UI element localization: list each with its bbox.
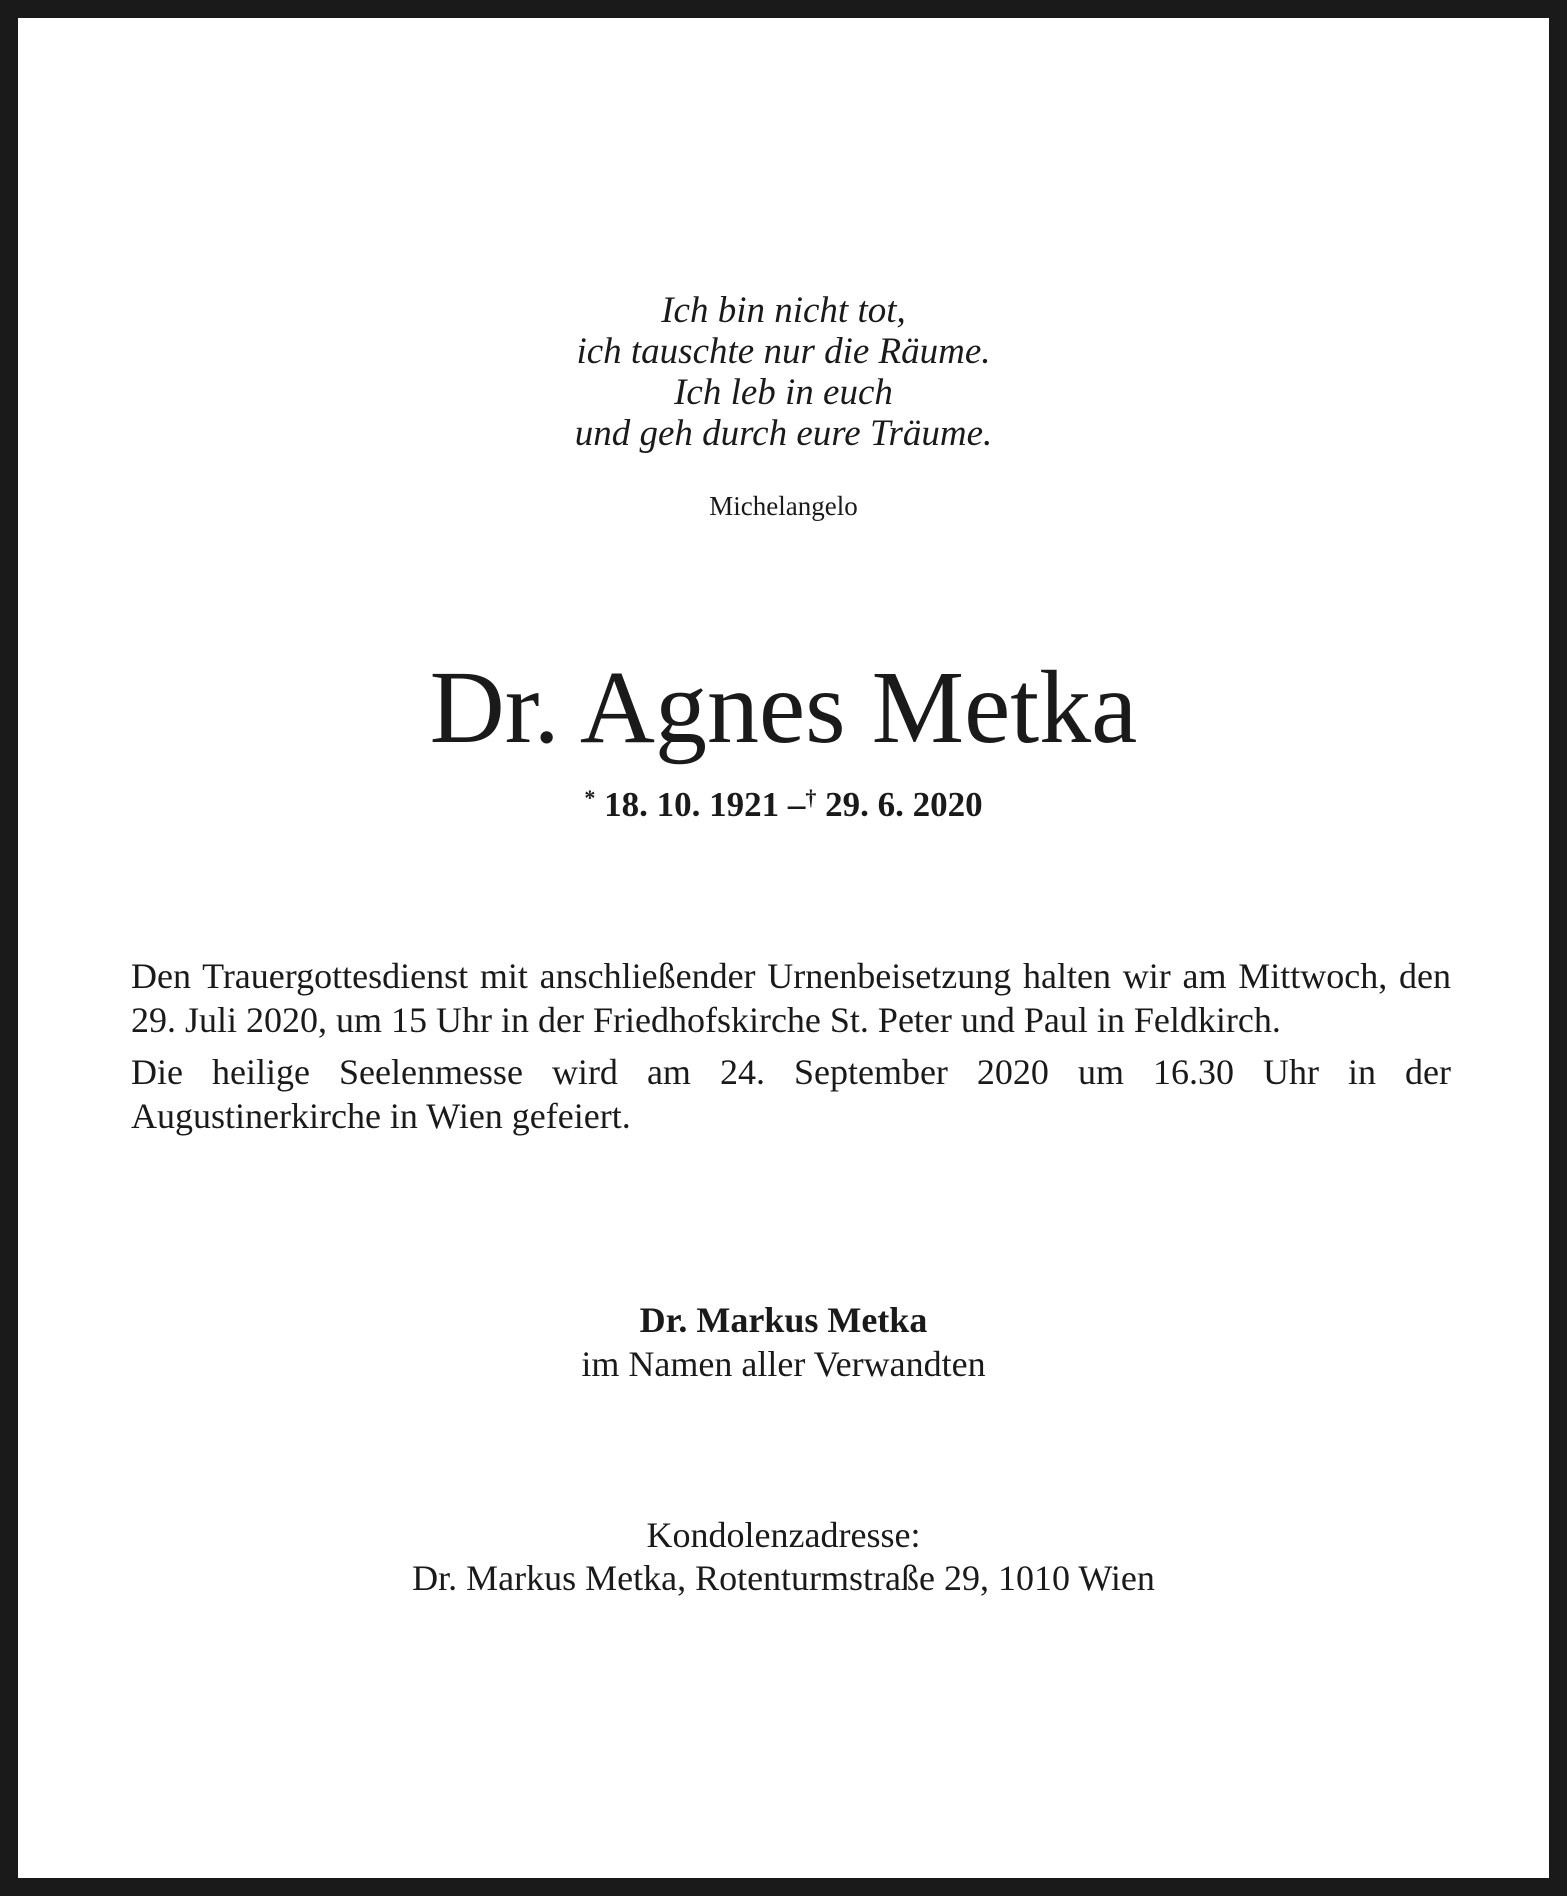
quote-author: Michelangelo	[709, 491, 858, 521]
quote-line: Ich bin nicht tot,	[661, 290, 906, 331]
obituary-notice	[18, 18, 1549, 1878]
signatory-name: Dr. Markus Metka	[639, 1300, 928, 1340]
death-symbol: †	[805, 785, 817, 810]
condolence-label: Kondolenzadresse:	[646, 1515, 921, 1555]
death-date: 29. 6. 2020	[825, 785, 983, 824]
requiem-mass-text: Die heilige Seelenmesse wird am 24. September 2020 um 16.30 Uhr in der Augustinerkirche in Wien gefeiert.	[131, 1052, 1451, 1136]
quote	[18, 290, 1549, 454]
service-details	[131, 954, 1451, 1146]
condolence-address: Dr. Markus Metka, Rotenturmstraße 29, 1010 Wien	[412, 1558, 1155, 1598]
quote-line: ich tauschte nur die Räume.	[576, 331, 991, 372]
life-dates	[18, 785, 1549, 825]
deceased-name: Dr. Agnes Metka	[429, 650, 1138, 765]
birth-date: 18. 10. 1921	[604, 785, 780, 824]
quote-line: Ich leb in euch	[674, 372, 893, 413]
date-separator: –	[787, 785, 806, 824]
quote-line: und geh durch eure Träume.	[574, 413, 993, 454]
birth-symbol: *	[584, 785, 596, 810]
signatory-subtitle: im Namen aller Verwandten	[581, 1344, 986, 1384]
funeral-service-text: Den Trauergottesdienst mit anschließender Urnenbeisetzung halten wir am Mittwoch, den 29. Juli 2020, um 15 Uhr in der Friedhofskirche St. Peter und Paul in Feldkirch.	[131, 956, 1451, 1040]
